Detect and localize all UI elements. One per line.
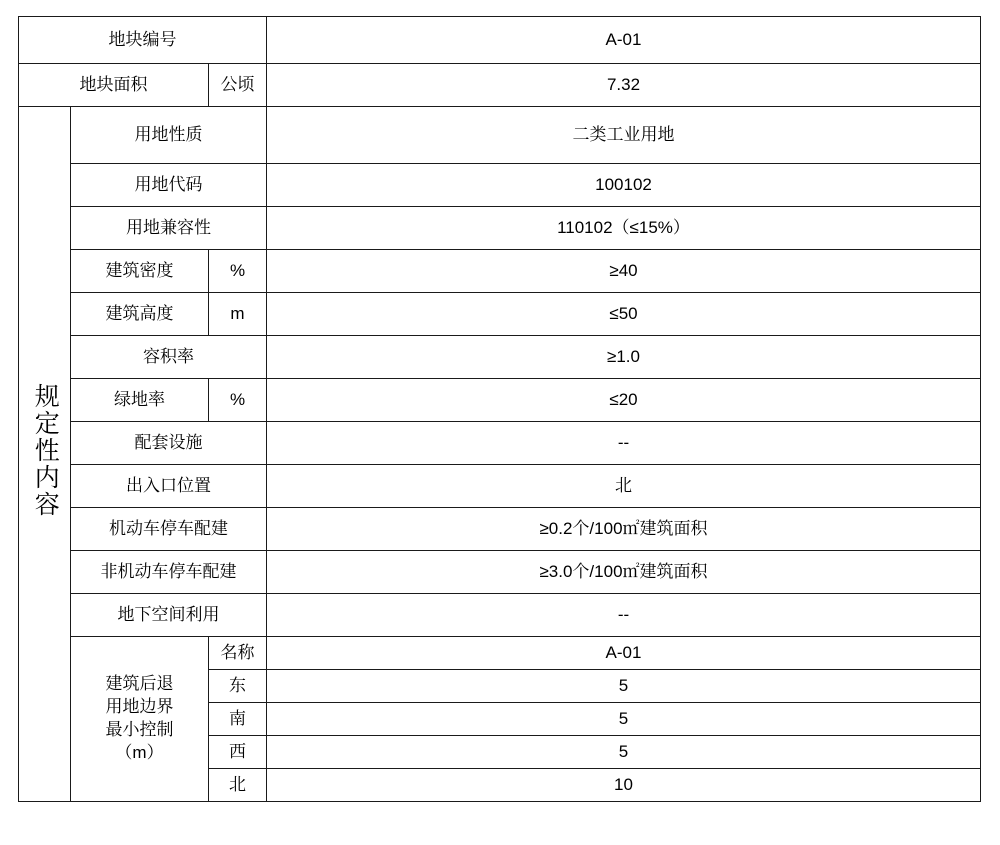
entrance-position-label: 出入口位置 [71,465,267,508]
table-row [19,551,981,594]
setback-name-label: 名称 [209,637,267,670]
motor-parking-label: 机动车停车配建 [71,508,267,551]
setback-label-line-1: 建筑后退 [105,674,174,694]
land-use-code-label: 用地代码 [71,164,267,207]
green-ratio-value: ≤20 [267,379,981,422]
motor-parking-value: ≥0.2个/100㎡建筑面积 [267,508,981,551]
plot-number-value: A-01 [267,17,981,64]
land-use-compatibility-value: 110102（≤15%） [267,207,981,250]
setback-label [71,637,209,802]
building-density-label: 建筑密度 [71,250,209,293]
setback-east-value: 5 [267,670,981,703]
plot-number-label: 地块编号 [19,17,267,64]
table-row [19,64,981,107]
table-row [19,17,981,64]
land-use-compatibility-label: 用地兼容性 [71,207,267,250]
setback-north-label: 北 [209,769,267,802]
table-row [19,164,981,207]
land-use-nature-label: 用地性质 [71,107,267,164]
green-ratio-label: 绿地率 [71,379,209,422]
setback-label-line-3: 最小控制 [105,720,174,739]
plot-area-value: 7.32 [267,64,981,107]
land-use-code-value: 100102 [267,164,981,207]
table-row [19,207,981,250]
table-row [19,594,981,637]
supporting-facilities-label: 配套设施 [71,422,267,465]
non-motor-parking-label: 非机动车停车配建 [71,551,267,594]
setback-east-label: 东 [209,670,267,703]
setback-north-value: 10 [267,769,981,802]
floor-area-ratio-label: 容积率 [71,336,267,379]
table-row [19,293,981,336]
setback-label-line-4: （m） [115,742,164,762]
green-ratio-unit: % [209,379,267,422]
building-height-value: ≤50 [267,293,981,336]
plot-regulation-table [18,16,981,802]
table-row [19,379,981,422]
building-density-unit: % [209,250,267,293]
setback-label-line-2: 用地边界 [105,697,174,717]
plot-regulation-sheet [0,16,1000,845]
plot-area-label: 地块面积 [19,64,209,107]
vertical-section-title [19,107,71,802]
setback-name-value: A-01 [267,637,981,670]
vertical-section-title-text: 规定性内容 [31,383,60,519]
land-use-nature-value: 二类工业用地 [267,107,981,164]
underground-space-value: -- [267,594,981,637]
building-height-unit: m [209,293,267,336]
setback-west-label: 西 [209,736,267,769]
table-row [19,107,981,164]
entrance-position-value: 北 [267,465,981,508]
table-row [19,250,981,293]
setback-west-value: 5 [267,736,981,769]
building-density-value: ≥40 [267,250,981,293]
non-motor-parking-value: ≥3.0个/100㎡建筑面积 [267,551,981,594]
building-height-label: 建筑高度 [71,293,209,336]
table-row [19,465,981,508]
table-row [19,422,981,465]
table-row [19,336,981,379]
supporting-facilities-value: -- [267,422,981,465]
table-row [19,508,981,551]
underground-space-label: 地下空间利用 [71,594,267,637]
setback-south-label: 南 [209,703,267,736]
floor-area-ratio-value: ≥1.0 [267,336,981,379]
plot-area-unit: 公顷 [209,64,267,107]
table-row [19,637,981,670]
setback-south-value: 5 [267,703,981,736]
